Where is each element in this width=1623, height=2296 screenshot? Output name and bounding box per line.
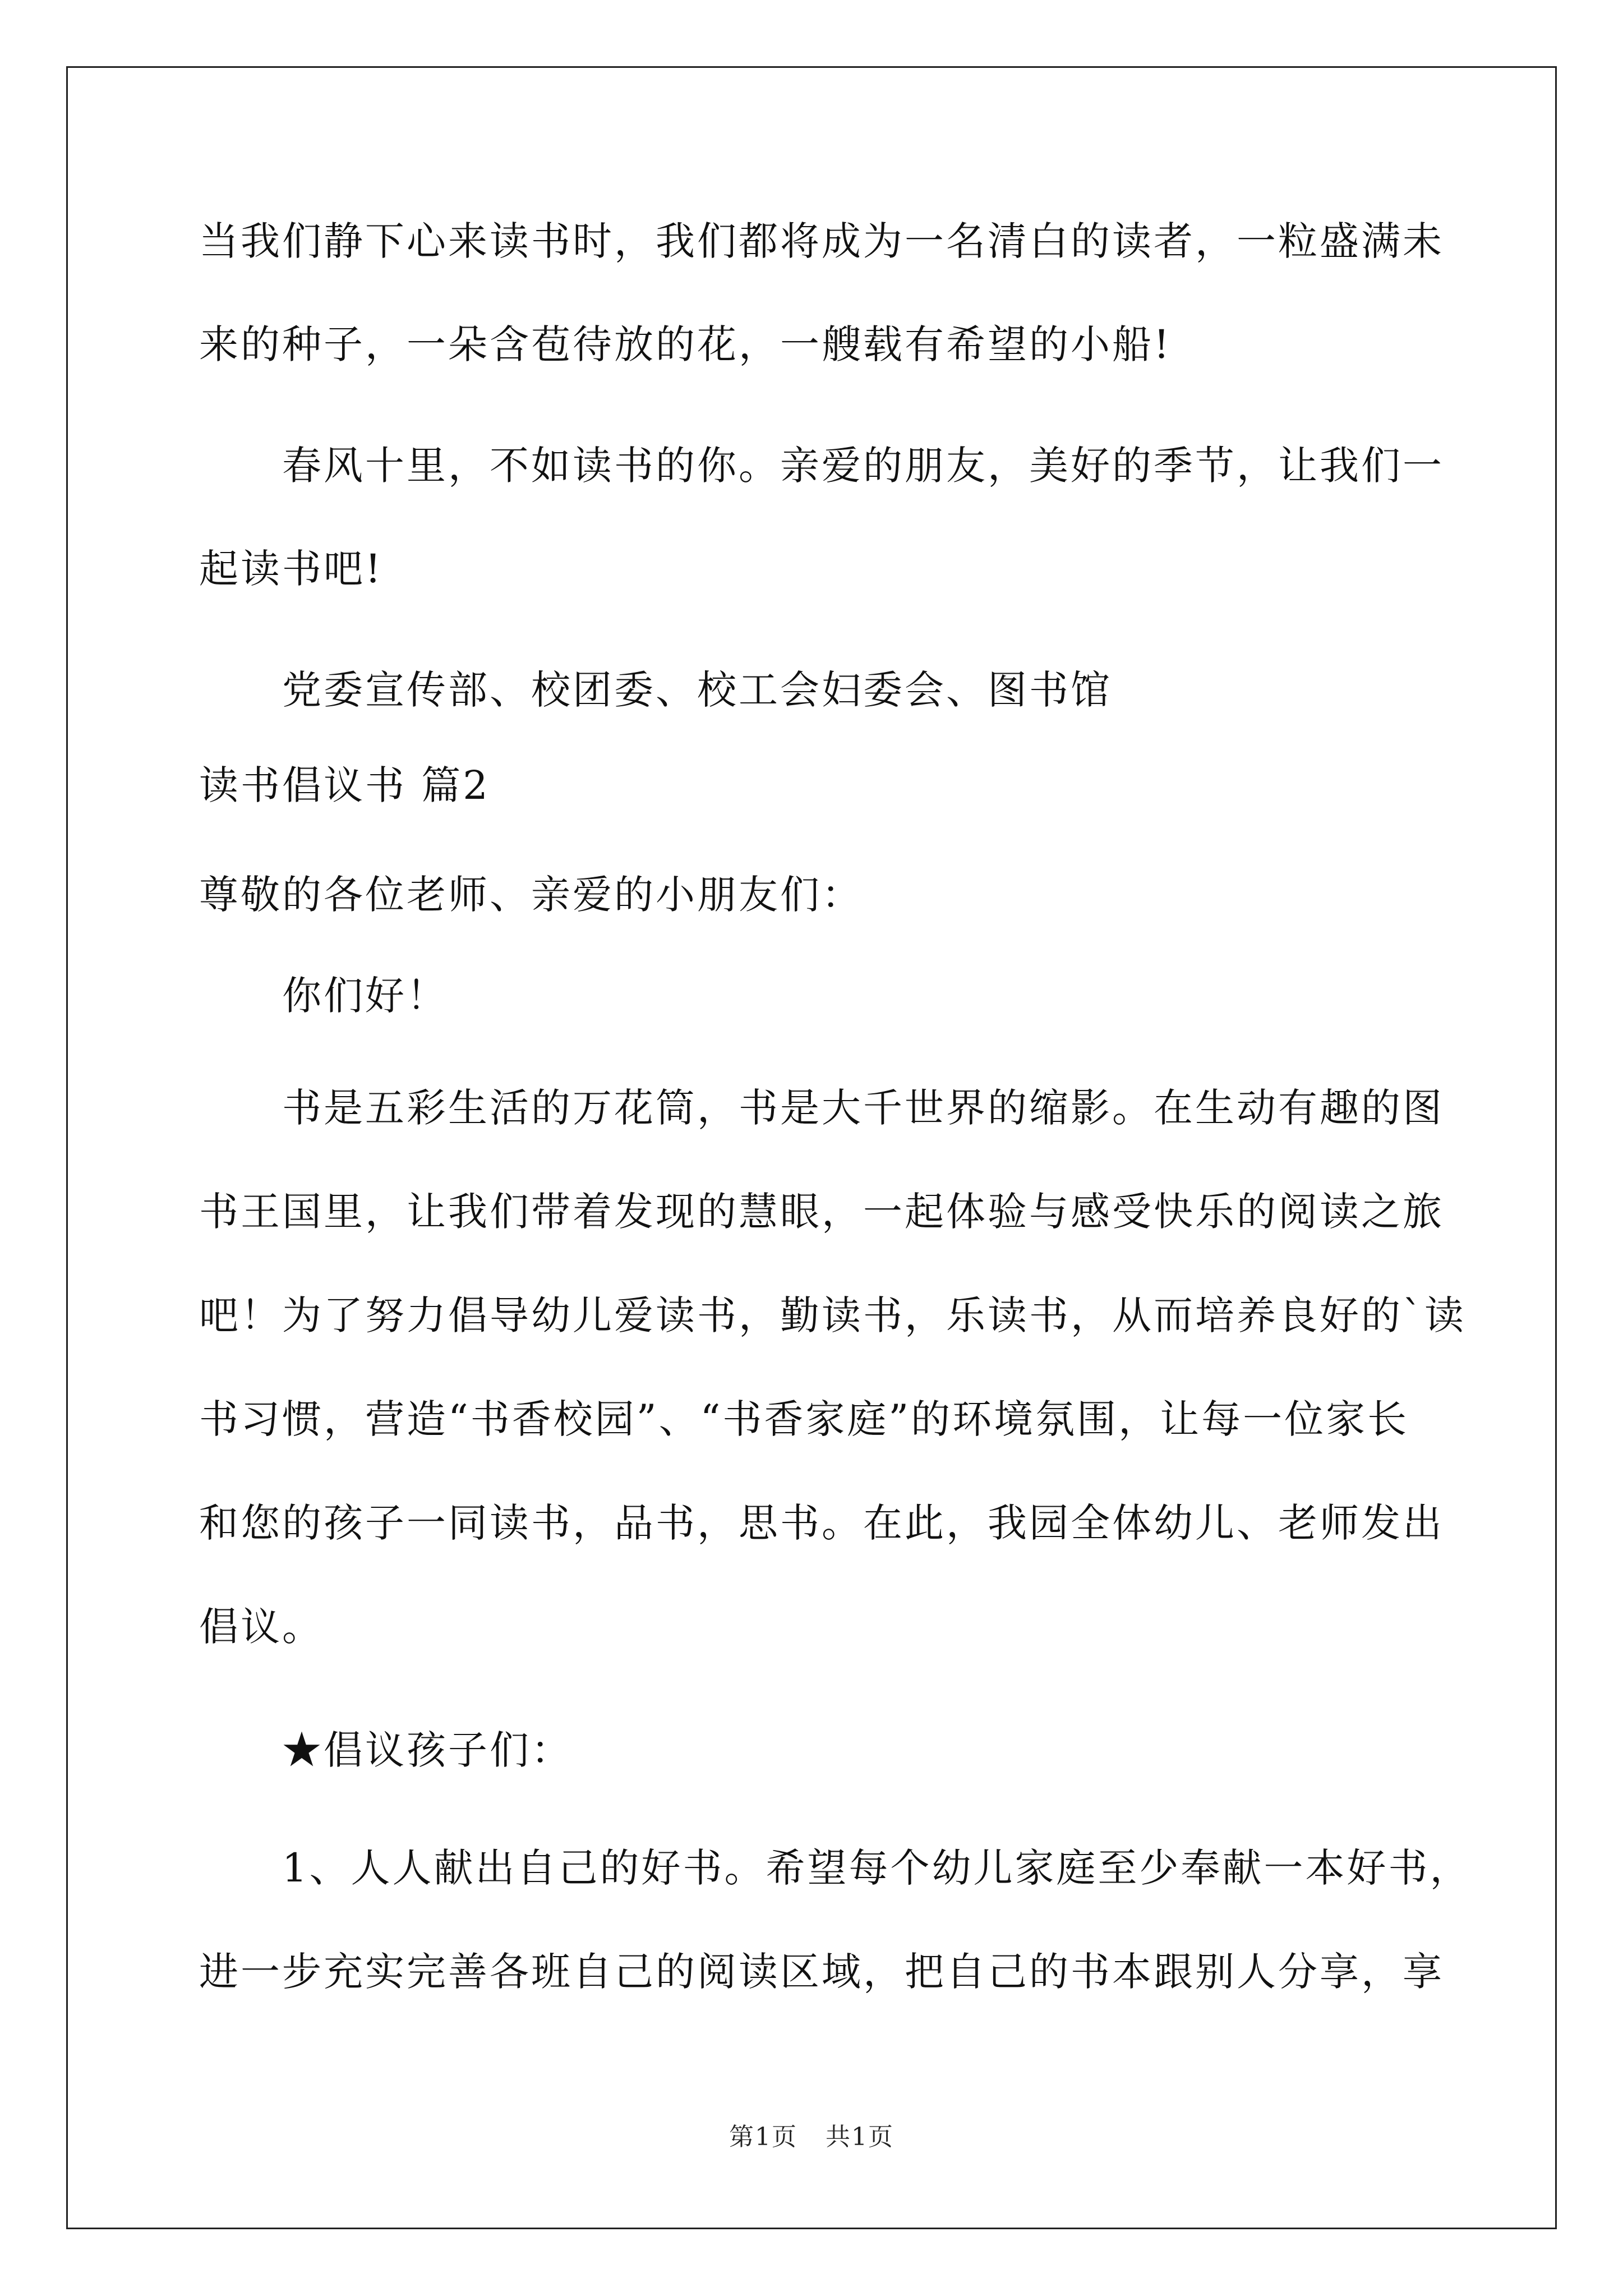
paragraph-line: 起读书吧! <box>199 546 384 592</box>
paragraph-line: 书是五彩生活的万花筒，书是大千世界的缩影。在生动有趣的图 <box>282 1085 1444 1131</box>
paragraph-line: 和您的孩子一同读书，品书，思书。在此，我园全体幼儿、老师发出 <box>199 1500 1444 1546</box>
signature-line: 党委宣传部、校团委、校工会妇委会、图书馆 <box>282 667 1112 713</box>
paragraph-line: 来的种子，一朵含苞待放的花，一艘载有希望的小船! <box>199 321 1172 367</box>
paragraph-line: 吧！为了努力倡导幼儿爱读书，勤读书，乐读书，从而培养良好的`读 <box>199 1292 1466 1338</box>
greeting: 你们好！ <box>282 973 448 1019</box>
section-heading: 读书倡议书 篇2 <box>199 762 490 808</box>
list-item: 进一步充实完善各班自己的阅读区域，把自己的书本跟别人分享，享 <box>199 1949 1444 1995</box>
paragraph-line: 书王国里，让我们带着发现的慧眼，一起体验与感受快乐的阅读之旅 <box>199 1189 1444 1235</box>
paragraph-line: 书习惯，营造“书香校园”、“书香家庭”的环境氛围，让每一位家长 <box>199 1396 1409 1442</box>
list-item: 1、人人献出自己的好书。希望每个幼儿家庭至少奉献一本好书， <box>282 1845 1472 1891</box>
page-border <box>66 66 1557 2229</box>
paragraph-line: 倡议。 <box>199 1604 324 1650</box>
page-number-total: 共1页 <box>826 2123 894 2151</box>
page-footer <box>0 2120 1623 2154</box>
list-heading: ★倡议孩子们： <box>282 1727 573 1773</box>
page-number-current: 第1页 <box>729 2123 797 2151</box>
paragraph-line: 春风十里，不如读书的你。亲爱的朋友，美好的季节，让我们一 <box>282 443 1444 489</box>
salutation: 尊敬的各位老师、亲爱的小朋友们： <box>199 872 863 918</box>
paragraph-line: 当我们静下心来读书时，我们都将成为一名清白的读者，一粒盛满未 <box>199 218 1444 264</box>
